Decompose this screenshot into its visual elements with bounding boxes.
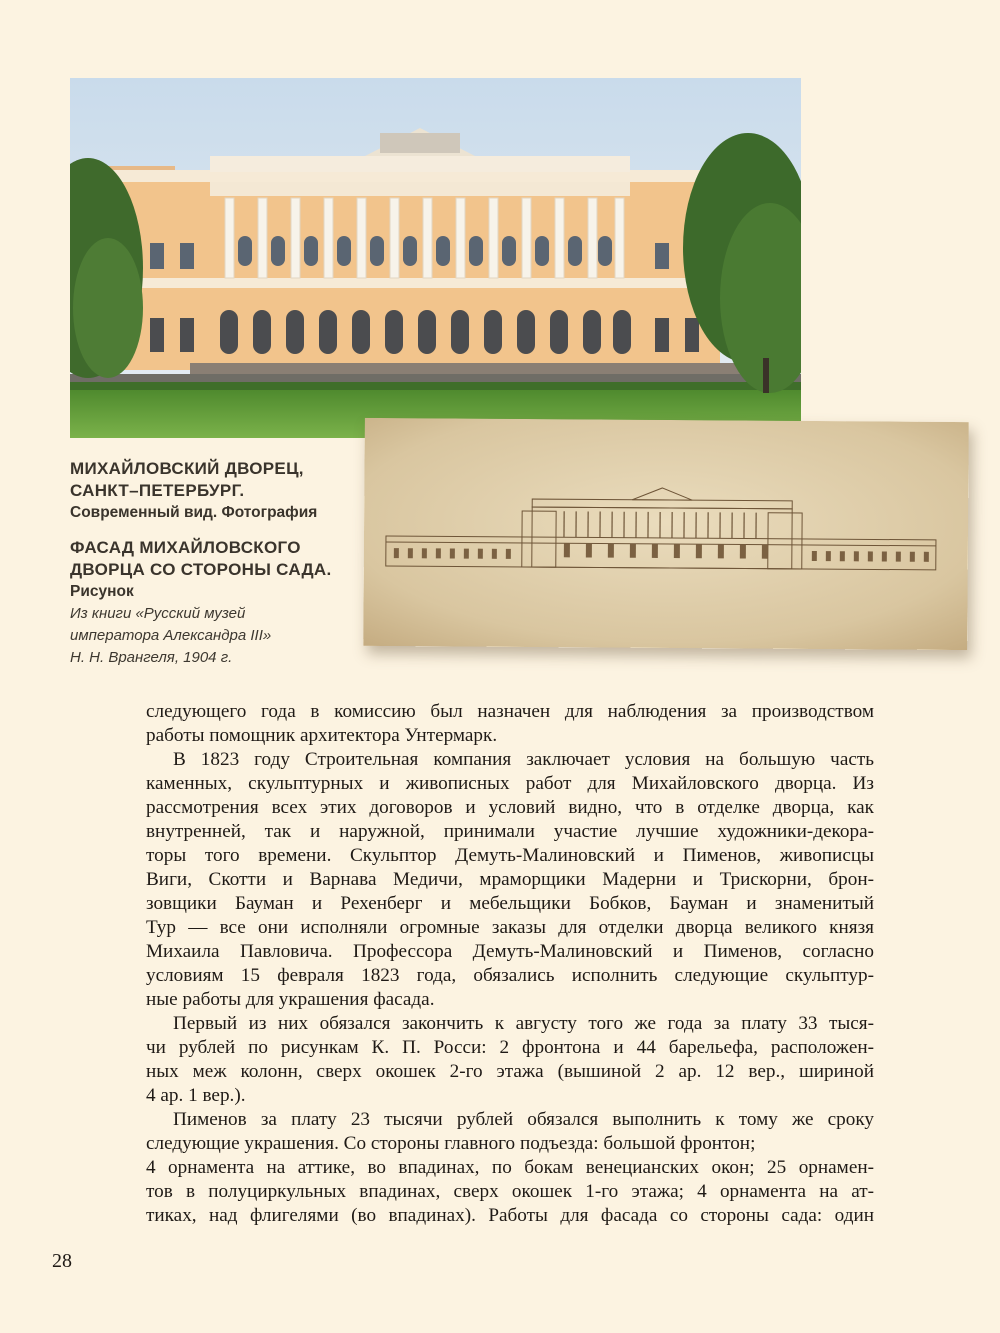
text-line: Тур — все они исполняли огромные заказы для отделки дворца великого князя: [146, 917, 874, 938]
page-number: 28: [52, 1250, 72, 1272]
text-line: условиям 15 февраля 1823 года, обязались исполнить следующие скульптур-: [146, 965, 874, 986]
photo-caption-title-1: МИХАЙЛОВСКИЙ ДВОРЕЦ,: [70, 459, 304, 478]
text-line: ные работы для украшения фасада.: [146, 989, 435, 1010]
text-line: В 1823 году Строительная компания заключает условия на большую часть: [173, 749, 874, 770]
text-line: работы помощник архитектора Унтермарк.: [146, 725, 498, 746]
drawing-caption-source-2: императора Александра III»: [70, 627, 272, 644]
text-line: внутренней, так и наружной, принимали участие лучшие художники-декора-: [146, 821, 874, 842]
text-line: тов в полуциркульных впадинах, сверх окошек 1-го этажа; 4 орнамента на ат-: [146, 1181, 874, 1202]
body-text: [146, 700, 874, 1228]
text-line: Пименов за плату 23 тысячи рублей обязался выполнить к тому же сроку: [173, 1109, 874, 1130]
text-line: Первый из них обязался закончить к августу того же года за плату 33 тыся-: [173, 1013, 874, 1034]
text-line: 4 ар. 1 вер.).: [146, 1085, 246, 1106]
facade-drawing-illustration: [363, 418, 969, 650]
text-line: следующие украшения. Со стороны главного подъезда: большой фронтон;: [146, 1133, 756, 1154]
figure-captions: [70, 458, 370, 669]
text-line: тиках, над флигелями (во впадинах). Работы для фасада со стороны сада: один: [146, 1205, 874, 1226]
text-line: Виги, Скотти и Варнава Медичи, мраморщики Мадерни и Трискорни, брон-: [146, 869, 874, 890]
text-line: 4 орнамента на аттике, во впадинах, по бокам венецианских окон; 25 орнамен-: [146, 1157, 874, 1178]
text-line: чи рублей по рисункам К. П. Росси: 2 фронтона и 44 барельефа, расположен-: [146, 1037, 874, 1058]
text-line: каменных, скульптурных и живописных работ для Михайловского дворца. Из: [146, 773, 874, 794]
drawing-caption-subtitle: Рисунок: [70, 583, 134, 600]
facade-drawing: [363, 418, 969, 650]
photo-caption-subtitle: Современный вид. Фотография: [70, 504, 318, 521]
text-line: Михаила Павловича. Профессора Демуть-Малиновский и Пименов, согласно: [146, 941, 874, 962]
palace-photo-illustration: [70, 78, 801, 438]
drawing-caption-source-3: Н. Н. Врангеля, 1904 г.: [70, 649, 233, 666]
drawing-caption-title-1: ФАСАД МИХАЙЛОВСКОГО: [70, 538, 301, 557]
text-line: ных меж колонн, сверх окошек 2-го этажа (вышиной 2 ар. 12 вер., шириной: [146, 1061, 874, 1082]
drawing-caption-source-1: Из книги «Русский музей: [70, 605, 246, 622]
text-line: торы того времени. Скульптор Демуть-Малиновский и Пименов, живописцы: [146, 845, 874, 866]
text-line: рассмотрения всех этих договоров и условий видно, что в отделке дворца, как: [146, 797, 874, 818]
text-line: следующего года в комиссию был назначен для наблюдения за производством: [146, 701, 874, 722]
photo-caption-title-2: САНКТ–ПЕТЕРБУРГ.: [70, 481, 245, 500]
drawing-caption-title-2: ДВОРЦА СО СТОРОНЫ САДА.: [70, 560, 332, 579]
text-line: зовщики Бауман и Рехенберг и мебельщики Бобков, Бауман и знаменитый: [146, 893, 874, 914]
palace-photo: [70, 78, 801, 438]
